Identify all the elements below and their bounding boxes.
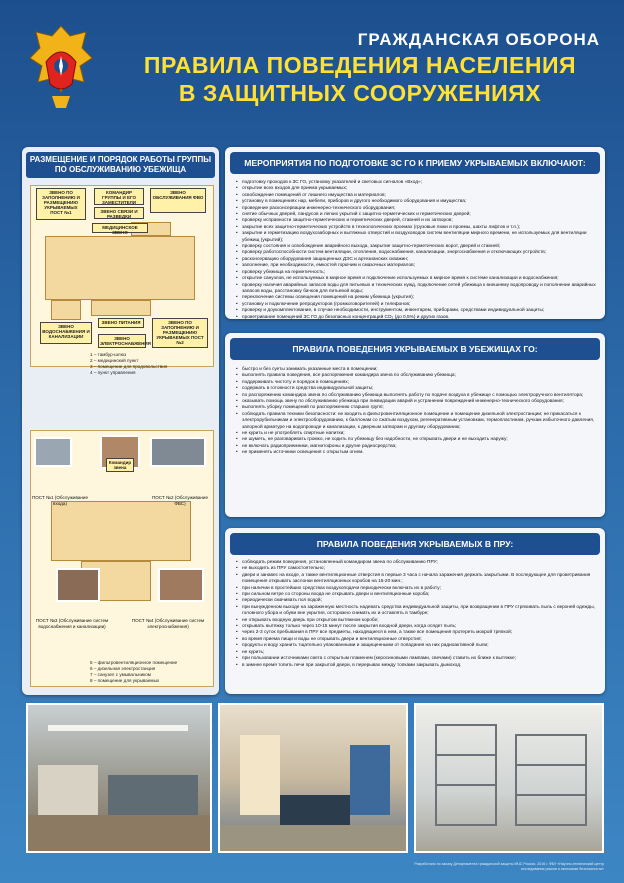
left-panel-title: РАЗМЕЩЕНИЕ И ПОРЯДОК РАБОТЫ ГРУППЫ ПО ОБСЛУЖИВАНИЮ УБЕЖИЩА: [26, 152, 215, 178]
post2-label: ПОСТ №2 (Обслуживание ФВС): [151, 495, 209, 506]
list-item: • не выходить из ПРУ самостоятельно;: [236, 566, 598, 572]
list-item: • установку в помещениях нар, мебели, приборов и другого необходимого оборудования и имущества;: [236, 199, 598, 205]
list-item: • проверку и доукомплектование, в случае необходимости, инструментом, инвентарем, приборами, средствами индивидуальной защиты;: [236, 308, 598, 314]
list-item: • при наличии в простейших средствах воздухоподачи периодически включать их в работу;: [236, 586, 598, 592]
box-medical-team: МЕДИЦИНСКОЕ ЗВЕНО: [92, 223, 148, 233]
plan-room: [51, 300, 81, 320]
list-item: • выполнять уборку помещений по распоряжению старших групп;: [236, 405, 598, 411]
list-item: • закрытие всех защитно-герметических устройств в технологических проемах (грузовые люки и проемы, шахты лифтов и т.п.);: [236, 225, 598, 231]
list-item: • проветривание помещений ЗС ГО до безопасных концентраций СО₂ (до 0,5%) и других газов.: [236, 315, 598, 321]
preparation-list: [236, 180, 598, 321]
list-item: • не применять источники освещения с открытым огнем.: [236, 450, 598, 456]
plan-legend: [90, 352, 210, 376]
post4-photo: [158, 568, 204, 602]
box-commander: КОМАНДИР ГРУППЫ И ЕГО ЗАМЕСТИТЕЛИ: [94, 188, 144, 205]
section-shelter-rules-title: ПРАВИЛА ПОВЕДЕНИЯ УКРЫВАЕМЫХ В УБЕЖИЩАХ ГО:: [230, 338, 600, 360]
shelter-photo-storage: [26, 703, 212, 853]
list-item: • переключение системы освещения помещений на режим убежища (укрытия);: [236, 295, 598, 301]
legend-item: 3 – помещение для продовольствия: [90, 364, 168, 369]
list-item: • периодически смачивать пол водой;: [236, 598, 598, 604]
list-item: • проверку исправности защитно-герметических и герметических дверей, ставней и их затворов;: [236, 218, 598, 224]
section-preparation-title: МЕРОПРИЯТИЯ ПО ПОДГОТОВКЕ ЗС ГО К ПРИЕМУ УКРЫВАЕМЫХ ВКЛЮЧАЮТ:: [230, 152, 600, 174]
box-water-team: ЗВЕНО ВОДОСНАБЖЕНИЯ И КАНАЛИЗАЦИИ: [40, 322, 92, 344]
list-item: • не курить и не употреблять спиртные напитки;: [236, 431, 598, 437]
list-item: • в зимнее время топить печи при закрытой двери, в перерывах между топками закрывать дымоход.: [236, 663, 598, 669]
list-item: • освобождение помещений от лишнего имущества и материалов;: [236, 193, 598, 199]
pru-rules-list: [236, 560, 598, 669]
list-item: • закрытие и герметизацию воздухозаборных и вытяжных отверстий и воздуховодов систем вентиляции мирного времени, не используемых для вентиляции убежищ (укрытий);: [236, 231, 598, 244]
list-item: • проверку состояния и освобождение аварийного выхода, закрытие защитно-герметических ворот, дверей и ставней;: [236, 244, 598, 250]
list-item: • двери и занавес на входе, а также вентиляционные отверстия в первые 3 часа с начала заражения держать закрытыми. В последующее для проветривания помещения открывать заслонки вентиляционных коробов на 15-20 мин.;: [236, 573, 598, 586]
box-commander-label: Командир звена: [106, 458, 134, 472]
box-power-team: ЗВЕНО ЭЛЕКТРОСНАБЖЕНИЯ: [100, 336, 151, 346]
shelter-photo-hall: [218, 703, 408, 853]
post4-label: ПОСТ №4 (Обслуживание систем электроснабжения): [131, 618, 205, 629]
post3-photo: [56, 568, 100, 602]
footer-note: Разработано по заказу Департамента гражданской защиты МЧС России, 2016 г. ФБУ «Научно-технический центр исследования рисков и экономики безопасности»: [414, 862, 604, 871]
list-item: • установку и подключение репродукторов (громкоговорителей) и телефонов;: [236, 302, 598, 308]
box-food-team: ЗВЕНО ПИТАНИЯ: [98, 318, 144, 328]
legend-item: 5 – фильтровентиляционное помещение: [90, 660, 178, 665]
list-item: • при пользовании источниками света с открытым пламенем (керосиновыми лампами, свечами) ставить их ближе к вытяжке;: [236, 656, 598, 662]
list-item: • подготовку проходов к ЗС ГО, установку указателей и световых сигналов «Вход»;: [236, 180, 598, 186]
list-item: • расконсервацию оборудования защищенных ДЭС и артезианских скважин;: [236, 257, 598, 263]
list-item: • по распоряжению командира звена по обслуживанию убежища выполнять работу по подаче воздуха в убежище с помощью электроручного вентилятора;: [236, 393, 598, 399]
legend-item: 1 – тамбур-шлюз: [90, 352, 127, 357]
legend-item: 4 – пункт управления: [90, 370, 136, 375]
list-item: • не включать радиоприемники, магнитофоны и другие радиосредства;: [236, 444, 598, 450]
box-comms-team: ЗВЕНО СВЯЗИ И РАЗВЕДКИ: [94, 207, 144, 219]
list-item: • проверку работоспособности систем вентиляции, отопления, водоснабжения, канализации, энергоснабжения и отключающих устройств;: [236, 250, 598, 256]
list-item: • проверку наличия аварийных запасов воды для питьевых и технических нужд, подключение сетей убежища к внешнему водопроводу и пополнение аварийных запасов воды, расстановку бачков для питьевой воды;: [236, 283, 598, 296]
post3-label: ПОСТ №3 (Обслуживание систем водоснабжения и канализации): [35, 618, 109, 629]
box-post1-team: ЗВЕНО ПО ЗАПОЛНЕНИЮ И РАЗМЕЩЕНИЮ УКРЫВАЕМЫХ ПОСТ №1: [36, 188, 86, 220]
list-item: • выполнять правила поведения, все распоряжения командира звена по обслуживанию убежища;: [236, 373, 598, 379]
list-item: • продукты и воду хранить тщательно упакованными и защищенными от попадания на них радиоактивной пыли;: [236, 643, 598, 649]
legend-item: 6 – дизельная электростанция: [90, 666, 156, 671]
post2-photo: [150, 437, 206, 467]
list-item: • при сильном ветре со стороны входа не открывать двери и вентиляционные короба;: [236, 592, 598, 598]
list-item: • соблюдать правила техники безопасности: не входить в фильтровентиляционное помещение и помещение дизельной электростанции; не прикасаться к электрорубильникам и электрооборудованию, к баллонам со сжатым воздухом, регенеративным установкам, термопластинам, ручкам избыточного давления, запорной арматуре на водопроводе и канализации, к дверным затворам и другому оборудованию;: [236, 412, 598, 431]
list-item: • проведение расконсервации инженерно-технического оборудования;: [236, 206, 598, 212]
box-post2-team: ЗВЕНО ПО ЗАПОЛНЕНИЮ И РАЗМЕЩЕНИЮ УКРЫВАЕМЫХ ПОСТ №2: [152, 318, 208, 348]
post1-photo: [34, 437, 72, 467]
list-item: • содержать в готовности средства индивидуальной защиты;: [236, 386, 598, 392]
list-item: • поддерживать чистоту и порядок в помещениях;: [236, 380, 598, 386]
list-item: • во время приема пищи и воды не открывать двери и вентиляционные отверстия;: [236, 637, 598, 643]
plan-room: [45, 236, 195, 300]
shelter-photo-bunks: [414, 703, 604, 853]
poster-title-line2: В ЗАЩИТНЫХ СООРУЖЕНИЯХ: [178, 80, 542, 106]
plan-room: [91, 300, 151, 316]
list-item: • не шуметь, не разговаривать громко, не ходить по убежищу без надобности, не открывать двери и не выходить наружу;: [236, 437, 598, 443]
list-item: • быстро и без суеты занимать указанные места в помещении;: [236, 367, 598, 373]
list-item: • снятие обычных дверей, ландусов и легких укрытий с защитно-герметических и герметических дверей;: [236, 212, 598, 218]
list-item: • открытие всех входов для приема укрываемых;: [236, 186, 598, 192]
list-item: • через 2-3 суток пребывания в ПРУ все предметы, находящиеся в нем, а также все помещения протереть мокрой тряпкой;: [236, 630, 598, 636]
legend-item: 8 – помещение для укрываемых: [90, 678, 160, 683]
list-item: • при вынужденном выходе на зараженную местность надевать средства индивидуальной защиты, при возвращении в ПРУ стряхивать пыль с верхней одежды, головного убора и обуви вне укрытия, осторожно снимать их и оставлять в тамбуре;: [236, 605, 598, 618]
org-title: ГРАЖДАНСКАЯ ОБОРОНА: [357, 30, 600, 49]
mchs-emblem-icon: [26, 22, 96, 112]
list-item: • не курить;: [236, 650, 598, 656]
section-pru-rules-title: ПРАВИЛА ПОВЕДЕНИЯ УКРЫВАЕМЫХ В ПРУ:: [230, 533, 600, 555]
legend-item: 7 – санузел с умывальником: [90, 672, 151, 677]
list-item: • открытие санузлов, не используемых в мирное время и подключение используемых в мирное время к системе канализации и водоснабжения;: [236, 276, 598, 282]
list-item: • проверку убежища на герметичность;: [236, 270, 598, 276]
list-item: • оказывать помощь звену по обслуживанию убежища при ликвидации аварий и устранении повреждений инженерно-технического оборудования;: [236, 399, 598, 405]
poster-title-line1: ПРАВИЛА ПОВЕДЕНИЯ НАСЕЛЕНИЯ: [143, 52, 577, 78]
list-item: • не открывать входную дверь при открытом вытяжном коробе;: [236, 618, 598, 624]
shelter-rules-list: [236, 367, 598, 457]
list-item: • соблюдать режим поведения, установленный командиром звена по обслуживанию ПРУ;: [236, 560, 598, 566]
plan-room: [51, 501, 191, 561]
posts-legend: [90, 660, 210, 684]
box-fvo-team: ЗВЕНО ОБСЛУЖИВАНИЯ ФВО: [150, 188, 206, 213]
list-item: • открывать вытяжку только через 10-15 минут после закрытия входной двери, когда осядет пыль;: [236, 624, 598, 630]
list-item: • заполнение, при необходимости, емкостей горючим и смазочных материалов;: [236, 263, 598, 269]
legend-item: 2 – медицинский пункт: [90, 358, 139, 363]
post1-label: ПОСТ №1 (Обслуживание входа): [31, 495, 89, 506]
